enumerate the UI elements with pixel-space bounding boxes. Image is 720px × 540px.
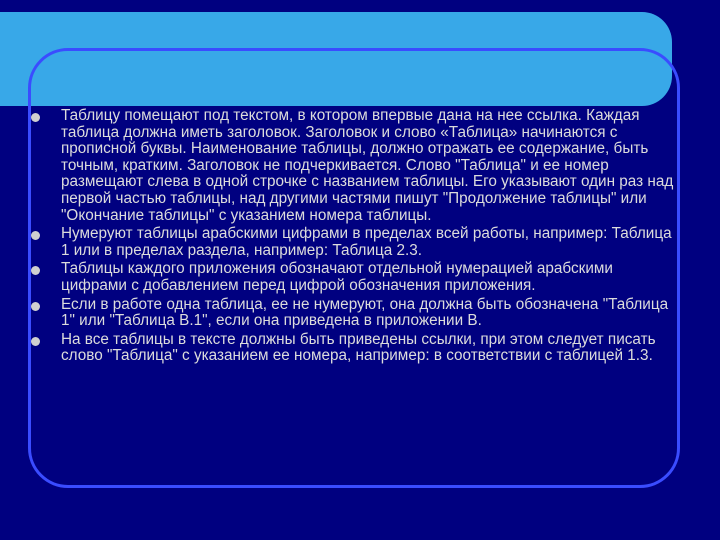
list-item <box>30 226 682 259</box>
content-area <box>30 108 682 367</box>
bullet-text: Если в работе одна таблица, ее не нумеруют, она должна быть обозначена "Таблица 1" или "Таблица В.1", если она приведена в приложении В. <box>61 295 669 330</box>
list-item <box>30 261 682 294</box>
bullet-icon <box>31 113 40 122</box>
bullet-list <box>30 108 682 365</box>
bullet-icon <box>31 302 40 311</box>
list-item <box>30 297 682 330</box>
bullet-text: На все таблицы в тексте должны быть приведены ссылки, при этом следует писать слово "Таблица" с указанием ее номера, например: в соответствии с таблицей 1.3. <box>61 330 656 365</box>
bullet-text: Таблицу помещают под текстом, в котором впервые дана на нее ссылка. Каждая таблица должна иметь заголовок. Заголовок и слово «Таблица» начинаются с прописной буквы. Наименование таблицы, должно отражать ее содержание, быть точным, кратким. Заголовок не подчеркивается. Слово "Таблица" и ее номер размещают слева в одной строчке с названием таблицы. Его указывают один раз над первой частью таблицы, над другими частями пишут "Продолжение таблицы" или "Окончание таблицы" с указанием номера таблицы. <box>61 107 674 224</box>
bullet-text: Таблицы каждого приложения обозначают отдельной нумерацией арабскими цифрами с добавлением перед цифрой обозначения приложения. <box>61 260 613 294</box>
list-item <box>30 108 682 224</box>
bullet-icon <box>31 231 40 240</box>
bullet-icon <box>31 266 40 275</box>
list-item <box>30 332 682 365</box>
bullet-icon <box>31 337 40 346</box>
bullet-text: Нумеруют таблицы арабскими цифрами в пределах всей работы, например: Таблица 1 или в пределах раздела, например: Таблица 2.3. <box>61 225 672 259</box>
